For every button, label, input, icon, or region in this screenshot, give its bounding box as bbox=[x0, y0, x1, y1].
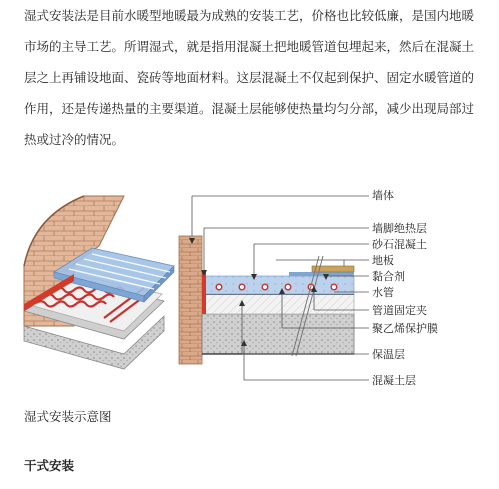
label-edge-insulation: 墙脚绝热层 bbox=[372, 222, 427, 235]
wet-installation-diagram bbox=[14, 176, 494, 406]
label-water-pipe: 水管 bbox=[372, 286, 394, 299]
label-wall: 墙体 bbox=[372, 189, 394, 202]
paragraph-line: 层之上再铺设地面、瓷砖等地面材料。这层混凝土不仅起到保护、固定水暖管道的 bbox=[24, 70, 475, 85]
label-adhesive: 黏合剂 bbox=[372, 270, 405, 283]
label-concrete: 混凝土层 bbox=[372, 374, 416, 387]
paragraph-line: 热或过冷的情况。 bbox=[24, 132, 125, 147]
cross-section bbox=[179, 196, 369, 380]
label-insulation: 保温层 bbox=[372, 348, 405, 361]
diagram-svg bbox=[14, 176, 494, 406]
paragraph-line: 作用，还是传递热量的主要渠道。混凝土层能够使热量均匀分部，减少出现局部过 bbox=[24, 101, 475, 116]
intro-paragraph bbox=[24, 0, 482, 155]
label-pipe-clip: 管道固定夹 bbox=[372, 304, 427, 317]
section-heading: 干式安装 bbox=[24, 458, 75, 473]
figure-caption: 湿式安装示意图 bbox=[24, 409, 112, 424]
label-floor-board: 地板 bbox=[372, 254, 394, 267]
label-screed: 砂石混凝土 bbox=[372, 238, 427, 251]
isometric-floor-illustration bbox=[24, 196, 174, 369]
label-pe-film: 聚乙烯保护膜 bbox=[372, 322, 438, 335]
paragraph-line: 湿式安装法是目前水暖型地暖最为成熟的安装工艺，价格也比较低廉，是国内地暖 bbox=[24, 8, 475, 23]
paragraph-line: 市场的主导工艺。所谓湿式，就是指用混凝土把地暖管道包埋起来，然后在混凝土 bbox=[24, 39, 475, 54]
